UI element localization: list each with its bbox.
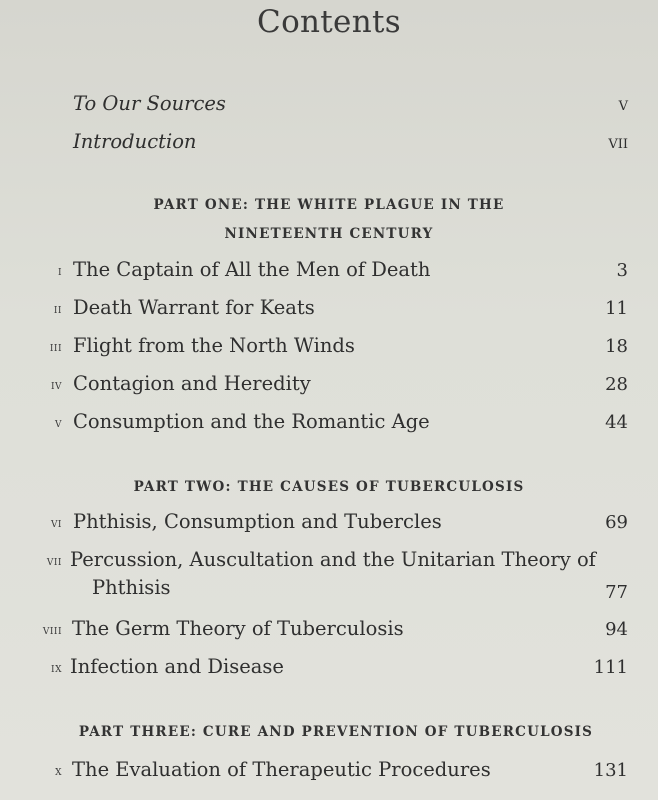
entry-page: 94 — [605, 619, 628, 640]
entry-page: vii — [608, 132, 628, 153]
entry-page: 131 — [593, 760, 628, 781]
entry-page: v — [618, 94, 628, 115]
toc-entry-sources — [0, 90, 658, 128]
toc-entry — [0, 370, 658, 408]
entry-title: Percussion, Auscultation and the Unitarian Theory of — [70, 548, 596, 571]
toc-entry — [0, 294, 658, 332]
chapter-number: viii — [42, 623, 62, 638]
chapter-number: vi — [50, 516, 62, 531]
chapter-number: ii — [53, 302, 62, 317]
part-heading-one: PART ONE: THE WHITE PLAGUE IN THE — [153, 197, 505, 213]
entry-title: Introduction — [73, 130, 197, 153]
chapter-number: v — [55, 416, 62, 431]
entry-title: The Germ Theory of Tuberculosis — [72, 617, 404, 640]
page-title: Contents — [257, 4, 401, 40]
chapter-number: ix — [51, 661, 62, 676]
entry-page: 77 — [605, 582, 628, 603]
toc-entry — [0, 546, 658, 616]
entry-page: 69 — [605, 512, 628, 533]
entry-page: 44 — [605, 412, 628, 433]
chapter-number: x — [55, 764, 62, 779]
toc-entry — [0, 615, 658, 653]
chapter-number: i — [57, 264, 62, 279]
toc-entry — [0, 256, 658, 294]
entry-page: 11 — [605, 298, 628, 319]
entry-title: Death Warrant for Keats — [73, 296, 315, 319]
part-heading-two: PART TWO: THE CAUSES OF TUBERCULOSIS — [133, 479, 525, 495]
entry-title: Contagion and Heredity — [73, 372, 311, 395]
chapter-number: iii — [49, 340, 62, 355]
entry-title: To Our Sources — [73, 92, 226, 115]
entry-page: 28 — [605, 374, 628, 395]
entry-page: 3 — [616, 260, 628, 281]
entry-title: Infection and Disease — [70, 655, 284, 678]
toc-entry-introduction — [0, 128, 658, 166]
entry-title-continued: Phthisis — [92, 576, 171, 599]
toc-entry — [0, 408, 658, 446]
entry-page: 111 — [593, 657, 628, 678]
chapter-number: vii — [46, 554, 62, 569]
entry-title: The Captain of All the Men of Death — [73, 258, 431, 281]
entry-title: Consumption and the Romantic Age — [73, 410, 430, 433]
toc-entry — [0, 508, 658, 546]
part-heading-one-line2: NINETEENTH CENTURY — [224, 226, 434, 242]
entry-title: The Evaluation of Therapeutic Procedures — [72, 758, 491, 781]
entry-title: Flight from the North Winds — [73, 334, 355, 357]
toc-entry — [0, 756, 658, 794]
entry-page: 18 — [605, 336, 628, 357]
part-heading-three: PART THREE: CURE AND PREVENTION OF TUBERCULOSIS — [78, 724, 594, 740]
chapter-number: iv — [50, 378, 62, 393]
toc-entry — [0, 653, 658, 691]
toc-entry — [0, 332, 658, 370]
entry-title: Phthisis, Consumption and Tubercles — [73, 510, 442, 533]
